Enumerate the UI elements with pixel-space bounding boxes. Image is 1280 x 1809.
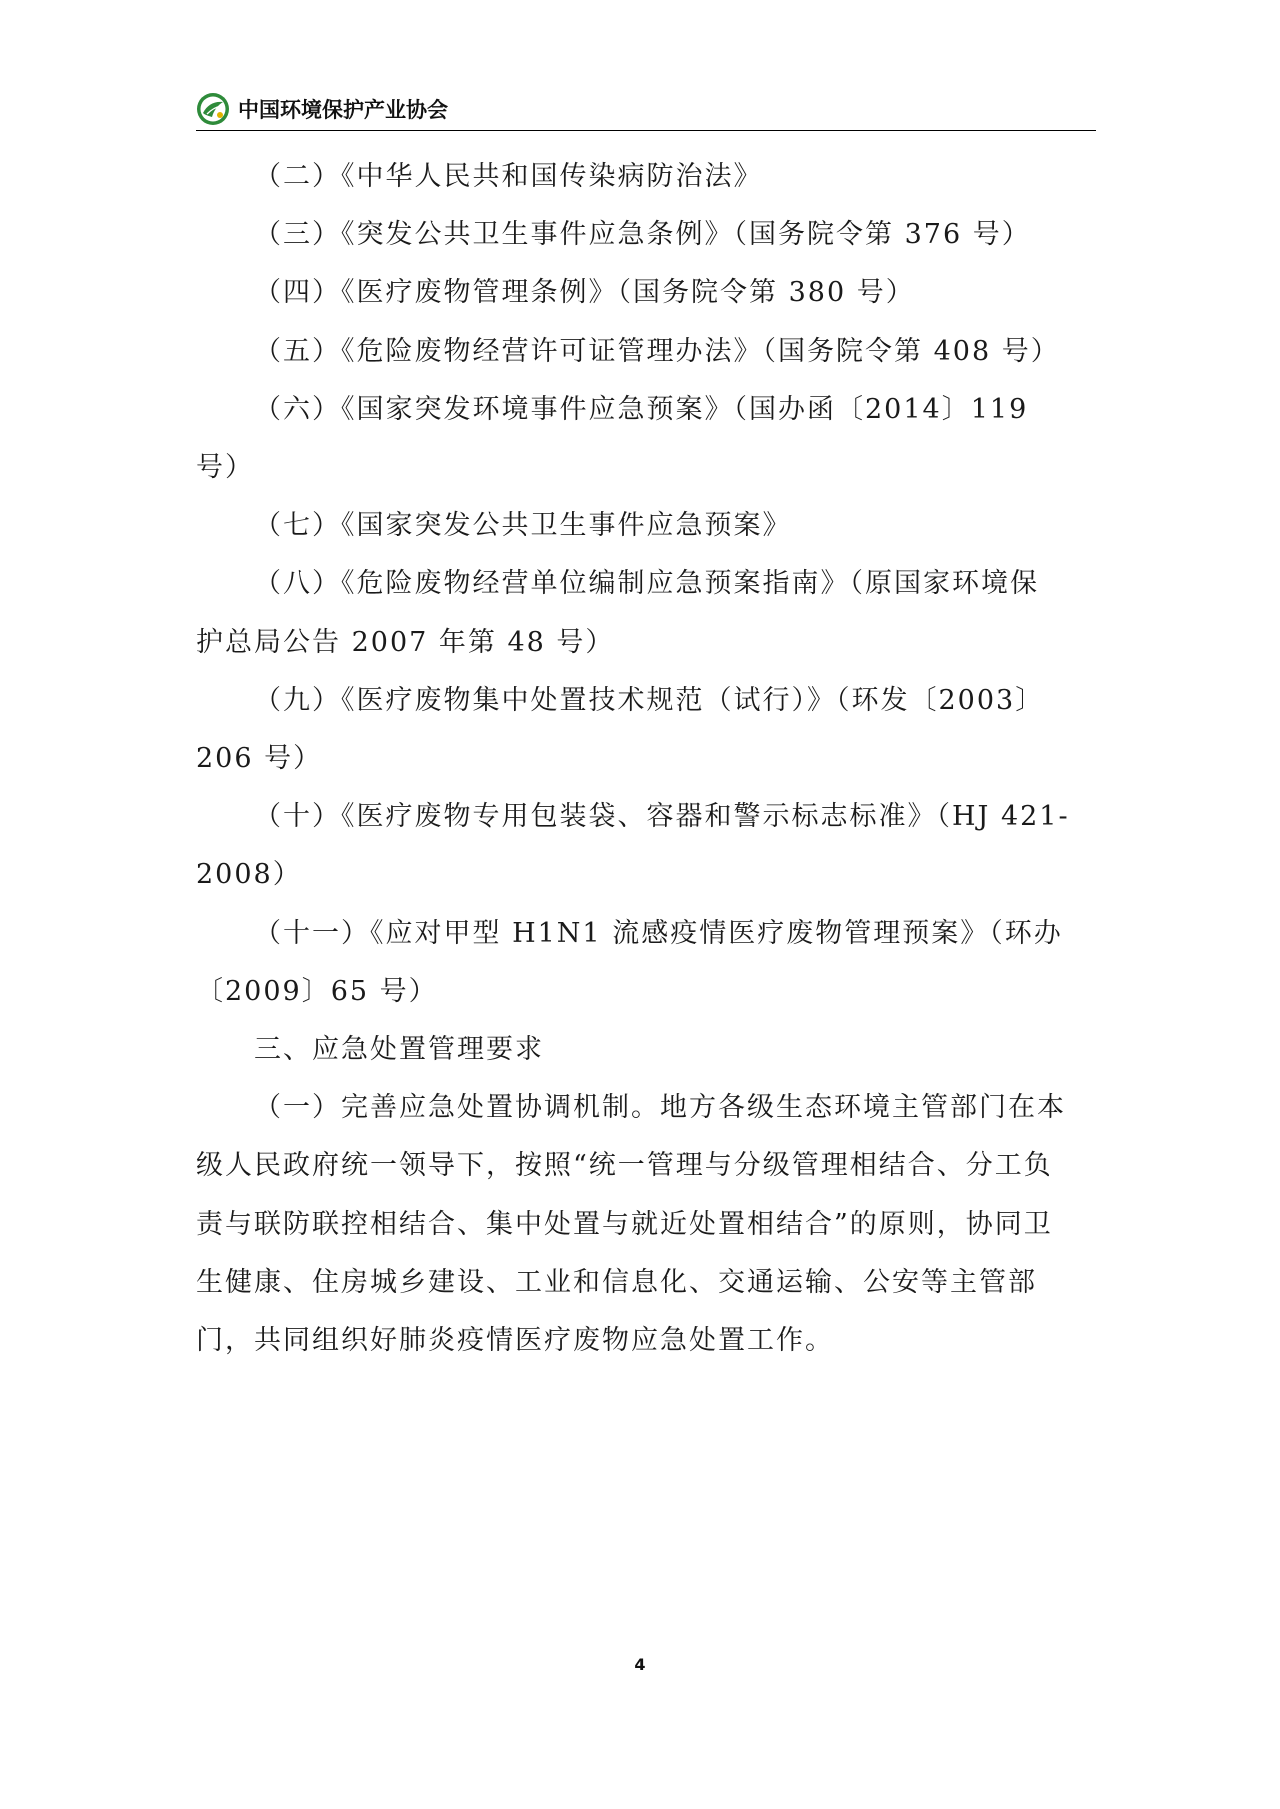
- text-line: （三）《突发公共卫生事件应急条例》（国务院令第 376 号）: [254, 219, 1031, 250]
- text-line: （九）《医疗废物集中处置技术规范（试行）》（环发〔2003〕: [254, 685, 1045, 716]
- header-divider: [196, 130, 1096, 131]
- text-line: 号）: [196, 452, 254, 483]
- text-line: （一）完善应急处置协调机制。地方各级生态环境主管部门在本: [254, 1092, 1066, 1123]
- text-line: （十）《医疗废物专用包装袋、容器和警示标志标准》（HJ 421-: [254, 801, 1070, 832]
- text-line: 〔2009〕65 号）: [196, 976, 438, 1007]
- text-line: （十一）《应对甲型 H1N1 流感疫情医疗废物管理预案》（环办: [254, 918, 1063, 949]
- association-logo-icon: [196, 92, 230, 126]
- text-line: （六）《国家突发环境事件应急预案》（国办函〔2014〕119: [254, 394, 1029, 425]
- text-line: 责与联防联控相结合、集中处置与就近处置相结合”的原则，协同卫: [196, 1209, 1053, 1240]
- text-line: 护总局公告 2007 年第 48 号）: [196, 627, 615, 658]
- text-line: （七）《国家突发公共卫生事件应急预案》: [254, 510, 792, 541]
- text-line: （四）《医疗废物管理条例》（国务院令第 380 号）: [254, 277, 915, 308]
- organization-name: 中国环境保护产业协会: [238, 98, 448, 122]
- text-line: 生健康、住房城乡建设、工业和信息化、交通运输、公安等主管部: [196, 1267, 1037, 1298]
- text-line: （二）《中华人民共和国传染病防治法》: [254, 161, 763, 192]
- text-line: （五）《危险废物经营许可证管理办法》（国务院令第 408 号）: [254, 336, 1060, 367]
- page-number: 4: [634, 1655, 646, 1674]
- text-line: 206 号）: [196, 743, 323, 774]
- page-header: [196, 92, 1096, 128]
- text-line: 级人民政府统一领导下，按照“统一管理与分级管理相结合、分工负: [196, 1150, 1053, 1181]
- text-line: 三、应急处置管理要求: [254, 1034, 544, 1065]
- text-line: 2008）: [196, 859, 302, 890]
- text-line: 门，共同组织好肺炎疫情医疗废物应急处置工作。: [196, 1325, 834, 1356]
- text-line: （八）《危险废物经营单位编制应急预案指南》（原国家环境保: [254, 568, 1039, 599]
